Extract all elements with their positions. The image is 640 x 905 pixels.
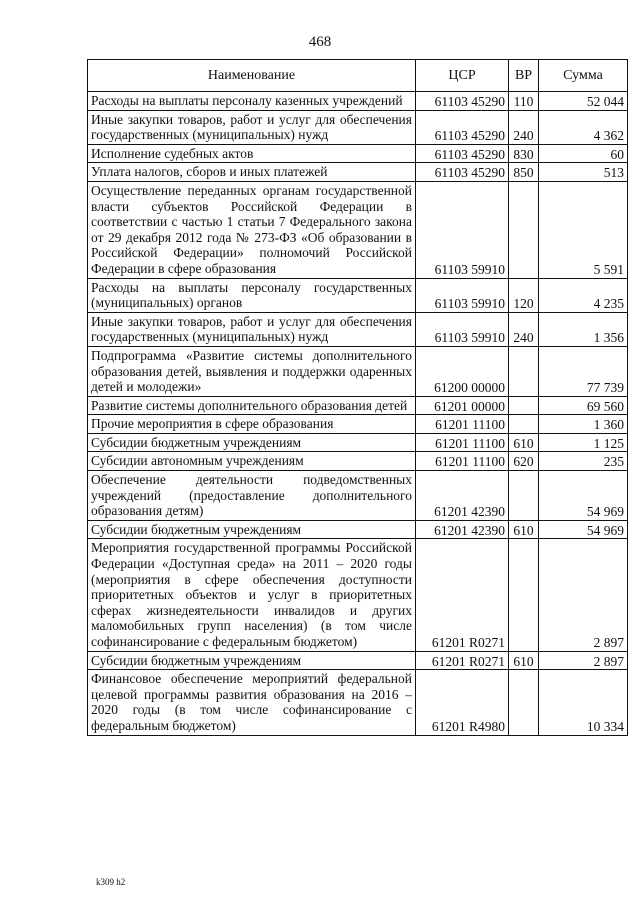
row-sum: 235 — [539, 452, 628, 471]
row-vr: 850 — [509, 163, 539, 182]
row-csr: 61103 59910 — [416, 181, 509, 278]
row-vr — [509, 471, 539, 521]
row-name: Исполнение судебных актов — [88, 144, 416, 163]
row-sum: 54 969 — [539, 471, 628, 521]
row-sum: 60 — [539, 144, 628, 163]
row-name: Субсидии автономным учреждениям — [88, 452, 416, 471]
row-sum: 513 — [539, 163, 628, 182]
row-csr: 61103 45290 — [416, 144, 509, 163]
row-name: Обеспечение деятельности подведомственных учреждений (предоставление дополнительного образования детям) — [88, 471, 416, 521]
row-vr: 610 — [509, 520, 539, 539]
table-row — [88, 92, 628, 111]
row-sum: 54 969 — [539, 520, 628, 539]
row-vr: 830 — [509, 144, 539, 163]
row-vr: 120 — [509, 278, 539, 312]
table-row — [88, 346, 628, 396]
table-row — [88, 670, 628, 735]
row-csr: 61201 11100 — [416, 433, 509, 452]
header-csr: ЦСР — [416, 60, 509, 92]
row-vr — [509, 670, 539, 735]
row-csr: 61201 11100 — [416, 452, 509, 471]
row-vr: 110 — [509, 92, 539, 111]
row-csr: 61103 45290 — [416, 163, 509, 182]
footer-code: k309 h2 — [96, 877, 126, 887]
row-name: Иные закупки товаров, работ и услуг для обеспечения государственных (муниципальных) нужд — [88, 110, 416, 144]
row-vr — [509, 539, 539, 651]
table-row — [88, 144, 628, 163]
row-name: Расходы на выплаты персоналу казенных учреждений — [88, 92, 416, 111]
row-sum: 1 125 — [539, 433, 628, 452]
table-row — [88, 415, 628, 434]
header-name: Наименование — [88, 60, 416, 92]
row-sum: 77 739 — [539, 346, 628, 396]
row-csr: 61201 R0271 — [416, 651, 509, 670]
row-csr: 61201 42390 — [416, 471, 509, 521]
row-csr: 61201 R4980 — [416, 670, 509, 735]
row-name: Финансовое обеспечение мероприятий федеральной целевой программы развития образования на 2016 – 2020 годы (в том числе софинансирование с федеральным бюджетом) — [88, 670, 416, 735]
table-row — [88, 539, 628, 651]
budget-table — [87, 59, 628, 736]
row-vr — [509, 415, 539, 434]
row-sum: 1 360 — [539, 415, 628, 434]
row-name: Расходы на выплаты персоналу государственных (муниципальных) органов — [88, 278, 416, 312]
row-vr: 620 — [509, 452, 539, 471]
row-sum: 52 044 — [539, 92, 628, 111]
row-sum: 1 356 — [539, 312, 628, 346]
row-name: Уплата налогов, сборов и иных платежей — [88, 163, 416, 182]
row-vr — [509, 181, 539, 278]
table-row — [88, 396, 628, 415]
header-vr: ВР — [509, 60, 539, 92]
row-sum: 69 560 — [539, 396, 628, 415]
row-sum: 10 334 — [539, 670, 628, 735]
row-csr: 61201 42390 — [416, 520, 509, 539]
table-header-row — [88, 60, 628, 92]
table-row — [88, 433, 628, 452]
row-csr: 61103 59910 — [416, 312, 509, 346]
table-row — [88, 452, 628, 471]
table-row — [88, 651, 628, 670]
row-name: Субсидии бюджетным учреждениям — [88, 651, 416, 670]
row-name: Прочие мероприятия в сфере образования — [88, 415, 416, 434]
row-name: Осуществление переданных органам государственной власти субъектов Российской Федерации в соответствии с частью 1 статьи 7 Федерального закона от 29 декабря 2012 года № 273-ФЗ «Об образовании в Российской Федерации» полномочий Российской Федерации в сфере образования — [88, 181, 416, 278]
row-csr: 61201 R0271 — [416, 539, 509, 651]
row-name: Мероприятия государственной программы Российской Федерации «Доступная среда» на 2011 – 2020 годы (мероприятия в сфере обеспечения доступности приоритетных объектов и услуг в приоритетных сферах жизнедеятельности инвалидов и других маломобильных групп населения) (в том числе софинансирование с федеральным бюджетом) — [88, 539, 416, 651]
row-csr: 61201 00000 — [416, 396, 509, 415]
row-sum: 5 591 — [539, 181, 628, 278]
row-csr: 61200 00000 — [416, 346, 509, 396]
table-row — [88, 110, 628, 144]
row-name: Подпрограмма «Развитие системы дополнительного образования детей, выявления и поддержки одаренных детей и молодежи» — [88, 346, 416, 396]
row-vr: 240 — [509, 312, 539, 346]
row-sum: 4 235 — [539, 278, 628, 312]
table-row — [88, 163, 628, 182]
row-name: Субсидии бюджетным учреждениям — [88, 520, 416, 539]
row-name: Субсидии бюджетным учреждениям — [88, 433, 416, 452]
row-sum: 2 897 — [539, 539, 628, 651]
row-vr — [509, 346, 539, 396]
row-csr: 61103 59910 — [416, 278, 509, 312]
row-csr: 61201 11100 — [416, 415, 509, 434]
table-row — [88, 471, 628, 521]
row-sum: 2 897 — [539, 651, 628, 670]
row-vr: 610 — [509, 433, 539, 452]
row-vr: 240 — [509, 110, 539, 144]
row-vr: 610 — [509, 651, 539, 670]
row-vr — [509, 396, 539, 415]
table-row — [88, 312, 628, 346]
page-number: 468 — [308, 34, 332, 50]
table-row — [88, 181, 628, 278]
header-sum: Сумма — [539, 60, 628, 92]
row-sum: 4 362 — [539, 110, 628, 144]
table-row — [88, 278, 628, 312]
row-csr: 61103 45290 — [416, 110, 509, 144]
row-name: Иные закупки товаров, работ и услуг для обеспечения государственных (муниципальных) нужд — [88, 312, 416, 346]
row-csr: 61103 45290 — [416, 92, 509, 111]
table-row — [88, 520, 628, 539]
row-name: Развитие системы дополнительного образования детей — [88, 396, 416, 415]
